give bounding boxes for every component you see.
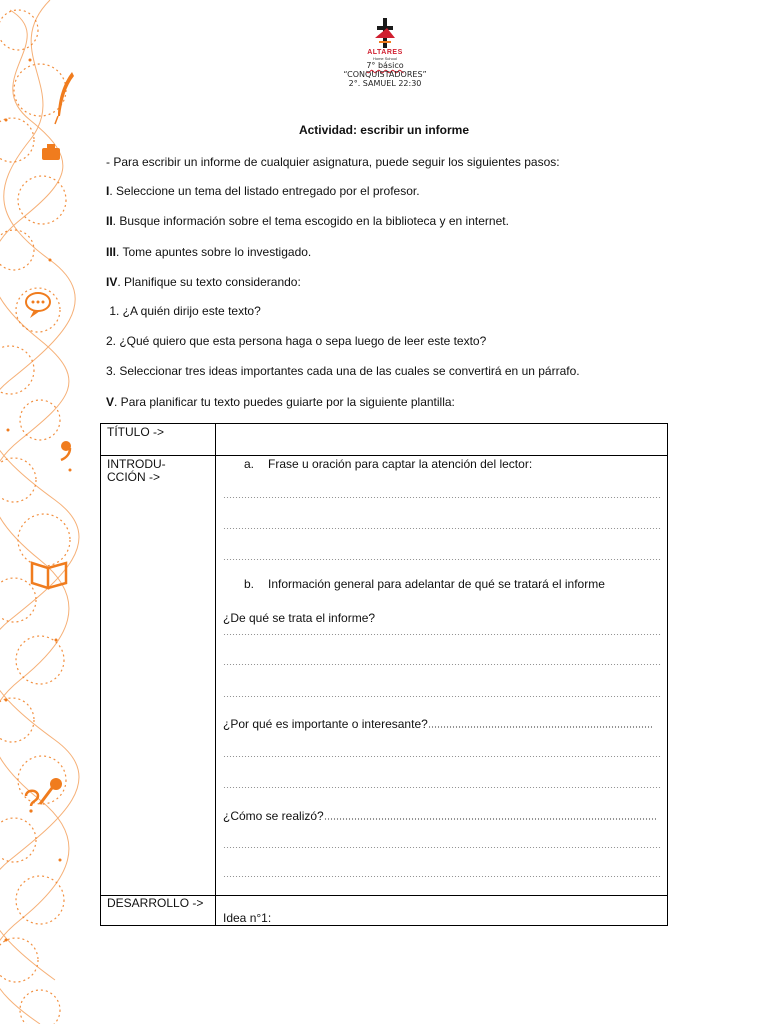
microphone-icon [40, 778, 62, 804]
desarrollo-label: DESARROLLO -> [107, 896, 204, 910]
intro-text: - Para escribir un informe de cualquier asignatura, puede seguir los siguientes pasos: [106, 155, 560, 169]
inkwell-icon [42, 144, 60, 160]
item-a-marker: a. [244, 457, 255, 471]
step-number: II [106, 214, 113, 228]
school-logo [340, 18, 430, 88]
step-text: . Seleccione un tema del listado entregado por el profesor. [109, 184, 420, 198]
titulo-label: TÍTULO -> [107, 425, 165, 439]
speech-bubble-icon [26, 293, 50, 318]
question-why-row [223, 717, 652, 731]
answer-line[interactable] [223, 634, 661, 635]
sub-step-1: 1. ¿A quién dirijo este texto? [106, 304, 261, 318]
question-what: ¿De qué se trata el informe? [223, 611, 376, 625]
answer-line[interactable] [223, 528, 661, 529]
step-1 [106, 184, 420, 198]
answer-line[interactable] [223, 664, 661, 665]
answer-line[interactable] [223, 559, 661, 560]
school-name: ALTARES [367, 49, 403, 56]
step-5 [106, 395, 455, 409]
idea-1-label: Idea n°1: [223, 911, 272, 925]
answer-line[interactable] [428, 726, 652, 729]
step-4 [106, 275, 301, 289]
answer-line[interactable] [223, 847, 661, 848]
step-number: V [106, 395, 115, 409]
answer-line[interactable] [223, 696, 661, 697]
answer-line[interactable] [223, 756, 661, 757]
titulo-field[interactable] [216, 424, 668, 455]
grade-label: 7° básico [366, 61, 404, 70]
verse-label: 2°. SAMUEL 22:30 [348, 79, 422, 88]
sub-step-3: 3. Seleccionar tres ideas importantes cada una de las cuales se convertirá en un párrafo. [106, 364, 580, 378]
decorative-border [0, 0, 80, 1024]
page-title: Actividad: escribir un informe [298, 123, 470, 137]
cross-logo-icon [373, 18, 397, 48]
question-how: ¿Cómo se realizó? [223, 809, 324, 823]
step-number: IV [106, 275, 118, 289]
step-number: I [106, 184, 110, 198]
answer-line[interactable] [223, 497, 661, 498]
feather-quill-icon [55, 72, 74, 124]
planning-template-table [100, 423, 668, 926]
group-label: “CONQUISTADORES” [343, 70, 427, 79]
intro-label-line2: CCIÓN -> [107, 470, 161, 484]
item-a-text: Frase u oración para captar la atención del lector: [268, 457, 533, 471]
row-divider [101, 455, 667, 456]
step-2 [106, 214, 509, 228]
step-text: . Tome apuntes sobre lo investigado. [116, 245, 312, 259]
question-how-row [223, 809, 656, 823]
step-text: . Busque información sobre el tema escogido en la biblioteca y en internet. [112, 214, 509, 228]
school-subtitle: Home School [372, 56, 397, 61]
answer-line[interactable] [223, 876, 661, 877]
step-text: . Para planificar tu texto puedes guiarte por la siguiente plantilla: [114, 395, 455, 409]
sub-step-2: 2. ¿Qué quiero que esta persona haga o sepa luego de leer este texto? [106, 334, 487, 348]
question-mark-icon [26, 791, 38, 813]
question-why: ¿Por qué es importante o interesante? [223, 717, 428, 731]
step-3 [106, 245, 311, 259]
answer-line[interactable] [223, 787, 661, 788]
answer-line[interactable] [324, 818, 656, 821]
comma-icon [61, 441, 71, 460]
step-text: . Planifique su texto considerando: [117, 275, 301, 289]
intro-label-line1: INTRODU- [107, 457, 166, 471]
step-number: III [106, 245, 117, 259]
item-b-text: Información general para adelantar de qué se tratará el informe [268, 577, 605, 591]
item-b-marker: b. [244, 577, 255, 591]
column-divider [215, 424, 216, 925]
